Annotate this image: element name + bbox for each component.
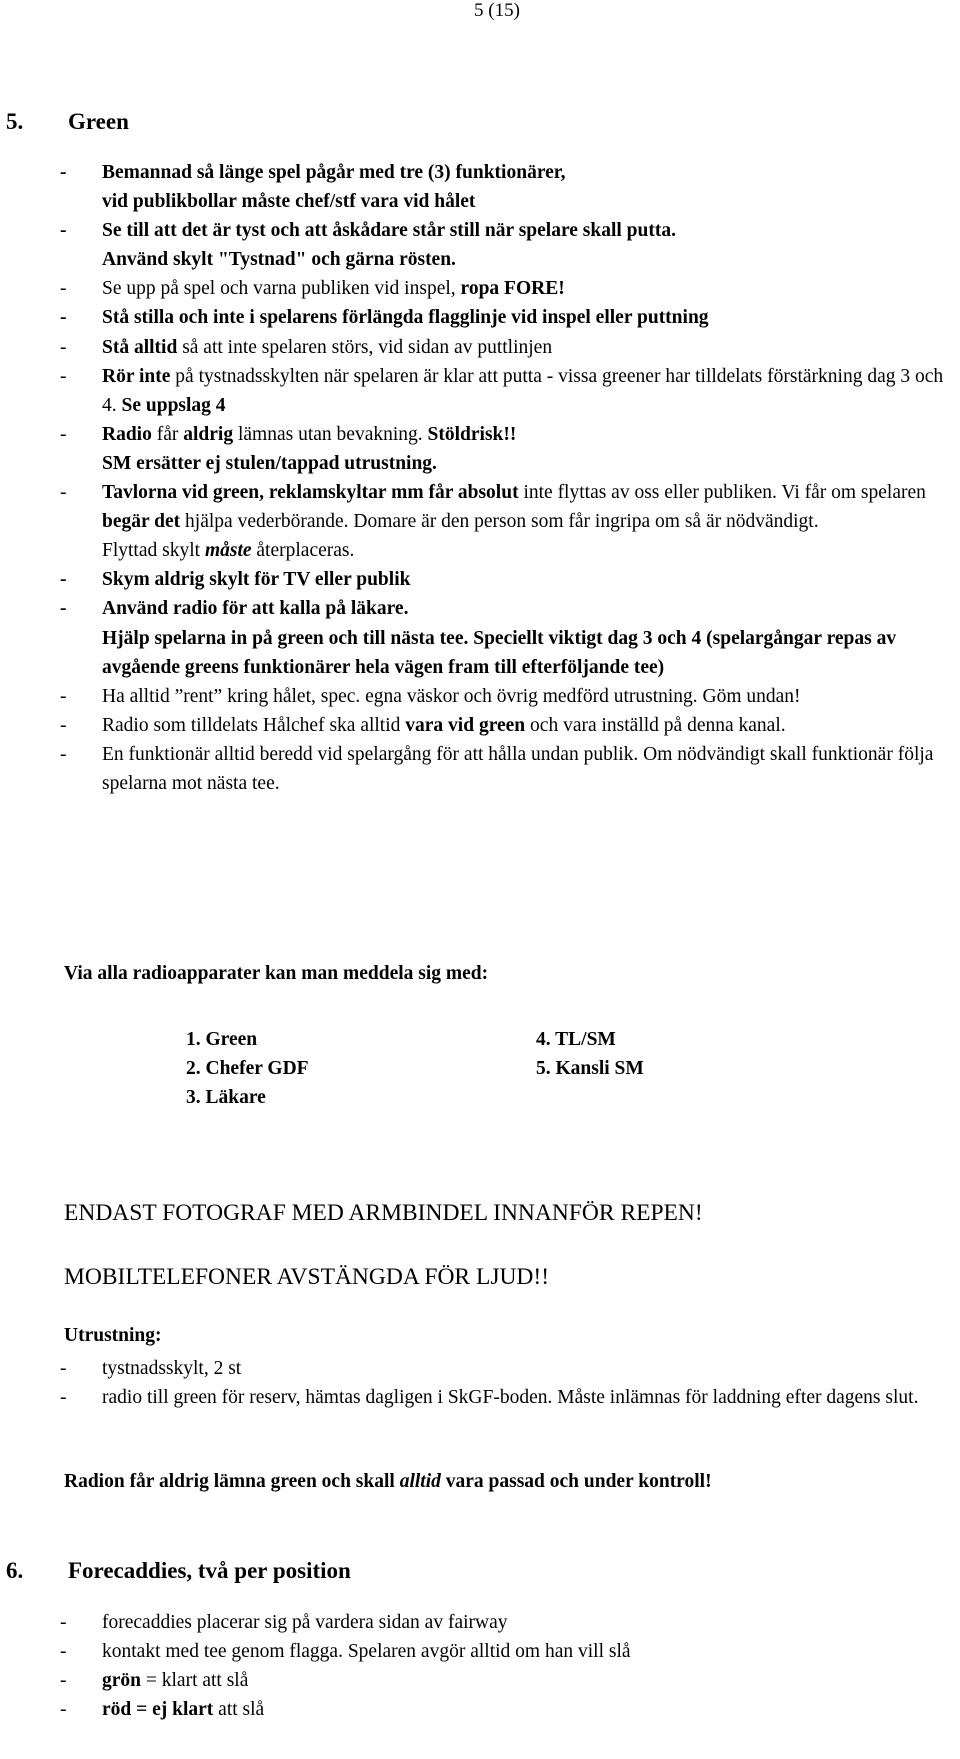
green-duties-list <box>58 158 958 798</box>
rule-text: Radion får aldrig lämna green och skall <box>64 1471 395 1492</box>
item-text-bold: SM ersätter ej stulen/tappad utrustning. <box>102 452 437 474</box>
list-item <box>58 711 958 740</box>
item-text: Använd skylt "Tystnad" och gärna rösten. <box>102 249 456 271</box>
list-item <box>58 1354 958 1383</box>
item-text: Bemannad så länge spel pågår med tre (3) funktionärer, <box>102 162 566 183</box>
forecaddie-list <box>58 1608 958 1724</box>
list-item <box>58 274 958 303</box>
list-item <box>58 1695 958 1724</box>
list-item <box>58 1383 958 1412</box>
item-text: Stå stilla och inte i spelarens förlängda flagglinje vid inspel eller puttning <box>102 307 709 329</box>
item-text: att slå <box>218 1699 265 1721</box>
radio-target: 2. Chefer GDF <box>186 1058 309 1079</box>
list-item <box>58 478 958 565</box>
item-text-bold: Rör inte <box>102 365 171 387</box>
item-text-bold: Se uppslag 4 <box>121 394 226 416</box>
radio-rule <box>64 1471 712 1493</box>
item-text: lämnas utan bevakning. <box>237 423 423 445</box>
page-number: 5 (15) <box>474 0 520 21</box>
item-text: Använd radio för att kalla på läkare. <box>102 598 409 620</box>
list-item <box>58 1608 958 1637</box>
list-item <box>58 682 958 711</box>
item-text: på tystnadsskylten när spelaren är klar att putta - vissa greener har tilldelats förstärkning dag 3 och 4. <box>102 365 944 416</box>
item-text-bold: vara vid green <box>405 714 526 736</box>
item-text: får <box>156 423 179 445</box>
item-text: vid publikbollar måste chef/stf vara vid hålet <box>102 191 476 213</box>
list-item <box>58 158 958 216</box>
equipment-list <box>58 1354 958 1412</box>
list-item <box>58 594 958 681</box>
section-number: 6. <box>6 1558 24 1583</box>
list-item <box>58 303 958 332</box>
item-text: och vara inställd på denna kanal. <box>530 714 786 736</box>
item-text: Ha alltid ”rent” kring hålet, spec. egna väskor och övrig medförd utrustning. Göm undan! <box>102 685 801 707</box>
item-text-bold: begär det <box>102 511 181 533</box>
item-text: forecaddies placerar sig på vardera sidan av fairway <box>102 1612 508 1633</box>
radio-target: 1. Green <box>186 1029 258 1050</box>
item-text: = klart att slå <box>145 1670 249 1692</box>
radio-target: 4. TL/SM <box>536 1029 616 1050</box>
section-6-heading <box>6 1558 351 1584</box>
item-text: Se till att det är tyst och att åskådare står still när spelare skall putta. <box>102 220 676 242</box>
item-text: Skym aldrig skylt för TV eller publik <box>102 569 411 591</box>
section-title: Forecaddies, två per position <box>68 1558 351 1583</box>
list-item <box>58 1637 958 1666</box>
item-text: Se upp på spel och varna publiken vid inspel, <box>102 278 456 300</box>
item-text-bold: röd <box>102 1699 132 1721</box>
notice-phones: MOBILTELEFONER AVSTÄNGDA FÖR LJUD!! <box>64 1264 550 1290</box>
item-text: hjälpa vederbörande. Domare är den person som får ingripa om så är nödvändigt. <box>185 511 819 533</box>
radio-target: 3. Läkare <box>186 1087 266 1108</box>
radio-target: 5. Kansli SM <box>536 1058 644 1079</box>
section-5-heading <box>6 109 129 135</box>
item-text: En funktionär alltid beredd vid spelargång för att hålla undan publik. Om nödvändigt skall funktionär följa spelarna mot nästa tee. <box>102 743 934 794</box>
item-text: kontakt med tee genom flagga. Spelaren avgör alltid om han vill slå <box>102 1641 631 1663</box>
item-text-bold: ropa FORE! <box>460 278 565 300</box>
item-text: tystnadsskylt, 2 st <box>102 1358 242 1379</box>
item-text: Hjälp spelarna in på green och till nästa tee. <box>102 627 469 649</box>
item-text-bold: Tavlorna vid green, reklamskyltar mm får absolut <box>102 482 519 504</box>
item-text: Flyttad skylt <box>102 540 201 562</box>
list-item <box>58 362 958 420</box>
notice-photographers: ENDAST FOTOGRAF MED ARMBINDEL INNANFÖR REPEN! <box>64 1200 703 1226</box>
section-number: 5. <box>6 109 24 134</box>
item-text: inte flyttas av oss eller publiken. Vi får om spelaren <box>523 482 926 504</box>
list-item <box>58 565 958 594</box>
item-text-bold: Radio <box>102 423 152 445</box>
section-title: Green <box>68 109 129 134</box>
list-item <box>58 1666 958 1695</box>
rule-text: vara passad och under kontroll! <box>445 1471 712 1492</box>
list-item <box>58 740 958 798</box>
item-text: radio till green för reserv, hämtas dagligen i SkGF-boden. Måste inlämnas för laddning efter dagens slut. <box>102 1387 919 1409</box>
item-text: Speciellt viktigt dag 3 och 4 (spelargångar repas av avgående greens funktionärer hela vägen fram till efterföljande tee) <box>102 627 897 678</box>
item-text-bold: aldrig <box>183 423 234 445</box>
item-text: så att inte spelaren störs, vid sidan av puttlinjen <box>182 336 553 358</box>
item-text-bold: Stå alltid <box>102 336 178 358</box>
rule-emphasis: alltid <box>399 1471 441 1492</box>
list-item <box>58 420 958 478</box>
radio-heading: Via alla radioapparater kan man meddela sig med: <box>64 963 489 984</box>
item-text-bold: = ej klart <box>136 1699 214 1721</box>
item-text: återplaceras. <box>256 540 355 562</box>
list-item <box>58 216 958 274</box>
item-text-bold: grön <box>102 1670 141 1692</box>
equipment-heading: Utrustning: <box>64 1325 162 1346</box>
item-text-bold: Stöldrisk!! <box>427 423 517 445</box>
list-item <box>58 333 958 362</box>
item-text-emphasis: måste <box>204 540 252 562</box>
item-text: Radio som tilldelats Hålchef ska alltid <box>102 714 401 736</box>
